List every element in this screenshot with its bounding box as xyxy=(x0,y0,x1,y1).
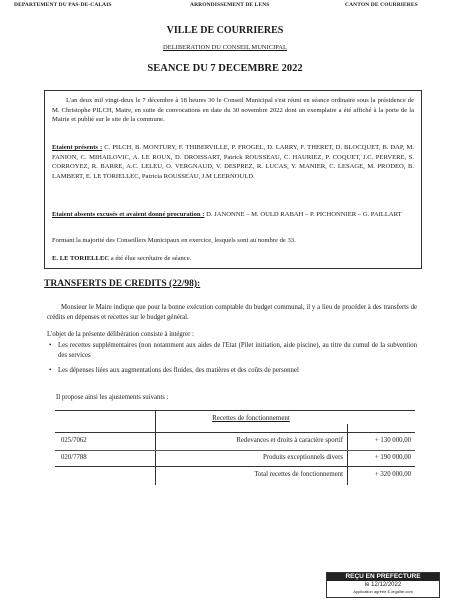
absent-paragraph xyxy=(52,210,414,220)
intro-paragraph: L'an deux mil vingt-deux le 7 décembre à 18 heures 30 le Conseil Municipal s'est réuni en séance ordinaire sous la présidence de M. Christophe PILCH, Maire, en suite de convocations en date du 30 novembre 2022 dont un exemplaire a été affiché à la porte de la Mairie et publié sur le site de la commune. xyxy=(52,97,414,124)
row-1-label: Redevances et droits à caractère sportif xyxy=(236,437,343,444)
absent-list: D. JANONNE – M. OULD RABAH – P. PICHONNIER – G. PAILLART xyxy=(206,211,402,218)
present-list: C. PILCH, B. MONTURY, F. THIBERVILLE, P. FROGEL, D. LARRY, F. THERET, D. BLOCQUET, B. DAP, M. FANION, C. MIHAILOVIC, A. LE ROUX, D. DROISSART, Patrick ROUSSEAU, C. HAURIEZ, P. COQUET, J.C. PERVERE, S. CORROYEZ, R. BARRE, A.C. LELEU, O. VERGNAUD, V. DESPREZ, R. LUCAS, Y. MANIER, C. LESAGE, M. PRODEO, B. LAMBERT, E. LE TORIELLEC, Patricia ROUSSEAU, J.M LEERNOULD. xyxy=(52,144,415,180)
header-arrondissement: ARRONDISSEMENT DE LENS xyxy=(190,2,270,8)
bullet-item-2 xyxy=(49,366,417,376)
present-paragraph xyxy=(52,143,414,181)
secretary-name: E. LE TORIELLEC xyxy=(52,255,110,262)
row-2-code: 020/7788 xyxy=(61,454,87,461)
table-header: Recettes de fonctionnement xyxy=(212,414,290,422)
row-1-code: 025/7062 xyxy=(61,437,87,444)
budget-table xyxy=(55,410,415,485)
majority-paragraph: Formant la majorité des Conseillers Municipaux en exercice, lesquels sont au nombre de 33. xyxy=(52,237,296,244)
row-2-label: Produits exceptionnels divers xyxy=(262,454,343,461)
header-canton: CANTON DE COURRIERES xyxy=(345,2,418,8)
bullet-icon: • xyxy=(49,367,52,374)
bullet-icon: • xyxy=(49,342,52,349)
total-label: Total recettes de fonctionnement xyxy=(254,471,343,478)
absent-label: Etaient absents excusés et avaient donné procuration : xyxy=(52,211,205,218)
paragraph-object: L'objet de la présente délibération consiste à intégrer : xyxy=(47,331,194,338)
row-1-amount: + 130 000,00 xyxy=(374,437,411,444)
row-2-amount: + 190 000,00 xyxy=(374,454,411,461)
stamp-provider: Application agréée E-legalite.com xyxy=(353,589,413,594)
header-department: DEPARTEMENT DU PAS-DE-CALAIS xyxy=(14,2,112,8)
total-amount: + 320 000,00 xyxy=(374,471,411,478)
stamp-title: REÇU EN PREFECTURE xyxy=(327,573,439,581)
section-title: TRANSFERTS DE CREDITS (22/98): xyxy=(44,279,201,289)
secretary-text: a été élue secrétaire de séance. xyxy=(110,255,192,262)
deliberation-label: DELIBERATION DU CONSEIL MUNICIPAL xyxy=(163,44,287,51)
session-title: SEANCE DU 7 DECEMBRE 2022 xyxy=(147,63,303,74)
town-title: VILLE DE COURRIERES xyxy=(166,25,284,36)
paragraph-intro: Monsieur le Maire indique que pour la bonne exécution comptable du budget communal, il y a lieu de procéder à des transferts de crédits en dépenses et recettes sur le budget général. xyxy=(47,304,417,321)
paragraph-proposal: Il propose ainsi les ajustements suivants : xyxy=(56,394,169,401)
bullet-text: Les dépenses liées aux augmentations des fluides, des matières et des coûts de personnel xyxy=(58,367,299,374)
bullet-text: Les recettes supplémentaires (non notamment aux aides de l'Etat (Pilet initiation, aide piscine), au titre du cumul de la subvention des services xyxy=(58,342,417,359)
present-label: Etaient présents : xyxy=(52,144,103,151)
prefecture-stamp xyxy=(326,572,440,598)
secretary-paragraph xyxy=(52,254,414,264)
session-info-box xyxy=(44,90,422,269)
stamp-date: le 12/12/2022 xyxy=(364,582,402,588)
document-header xyxy=(0,2,450,12)
bullet-item-1 xyxy=(49,341,417,360)
